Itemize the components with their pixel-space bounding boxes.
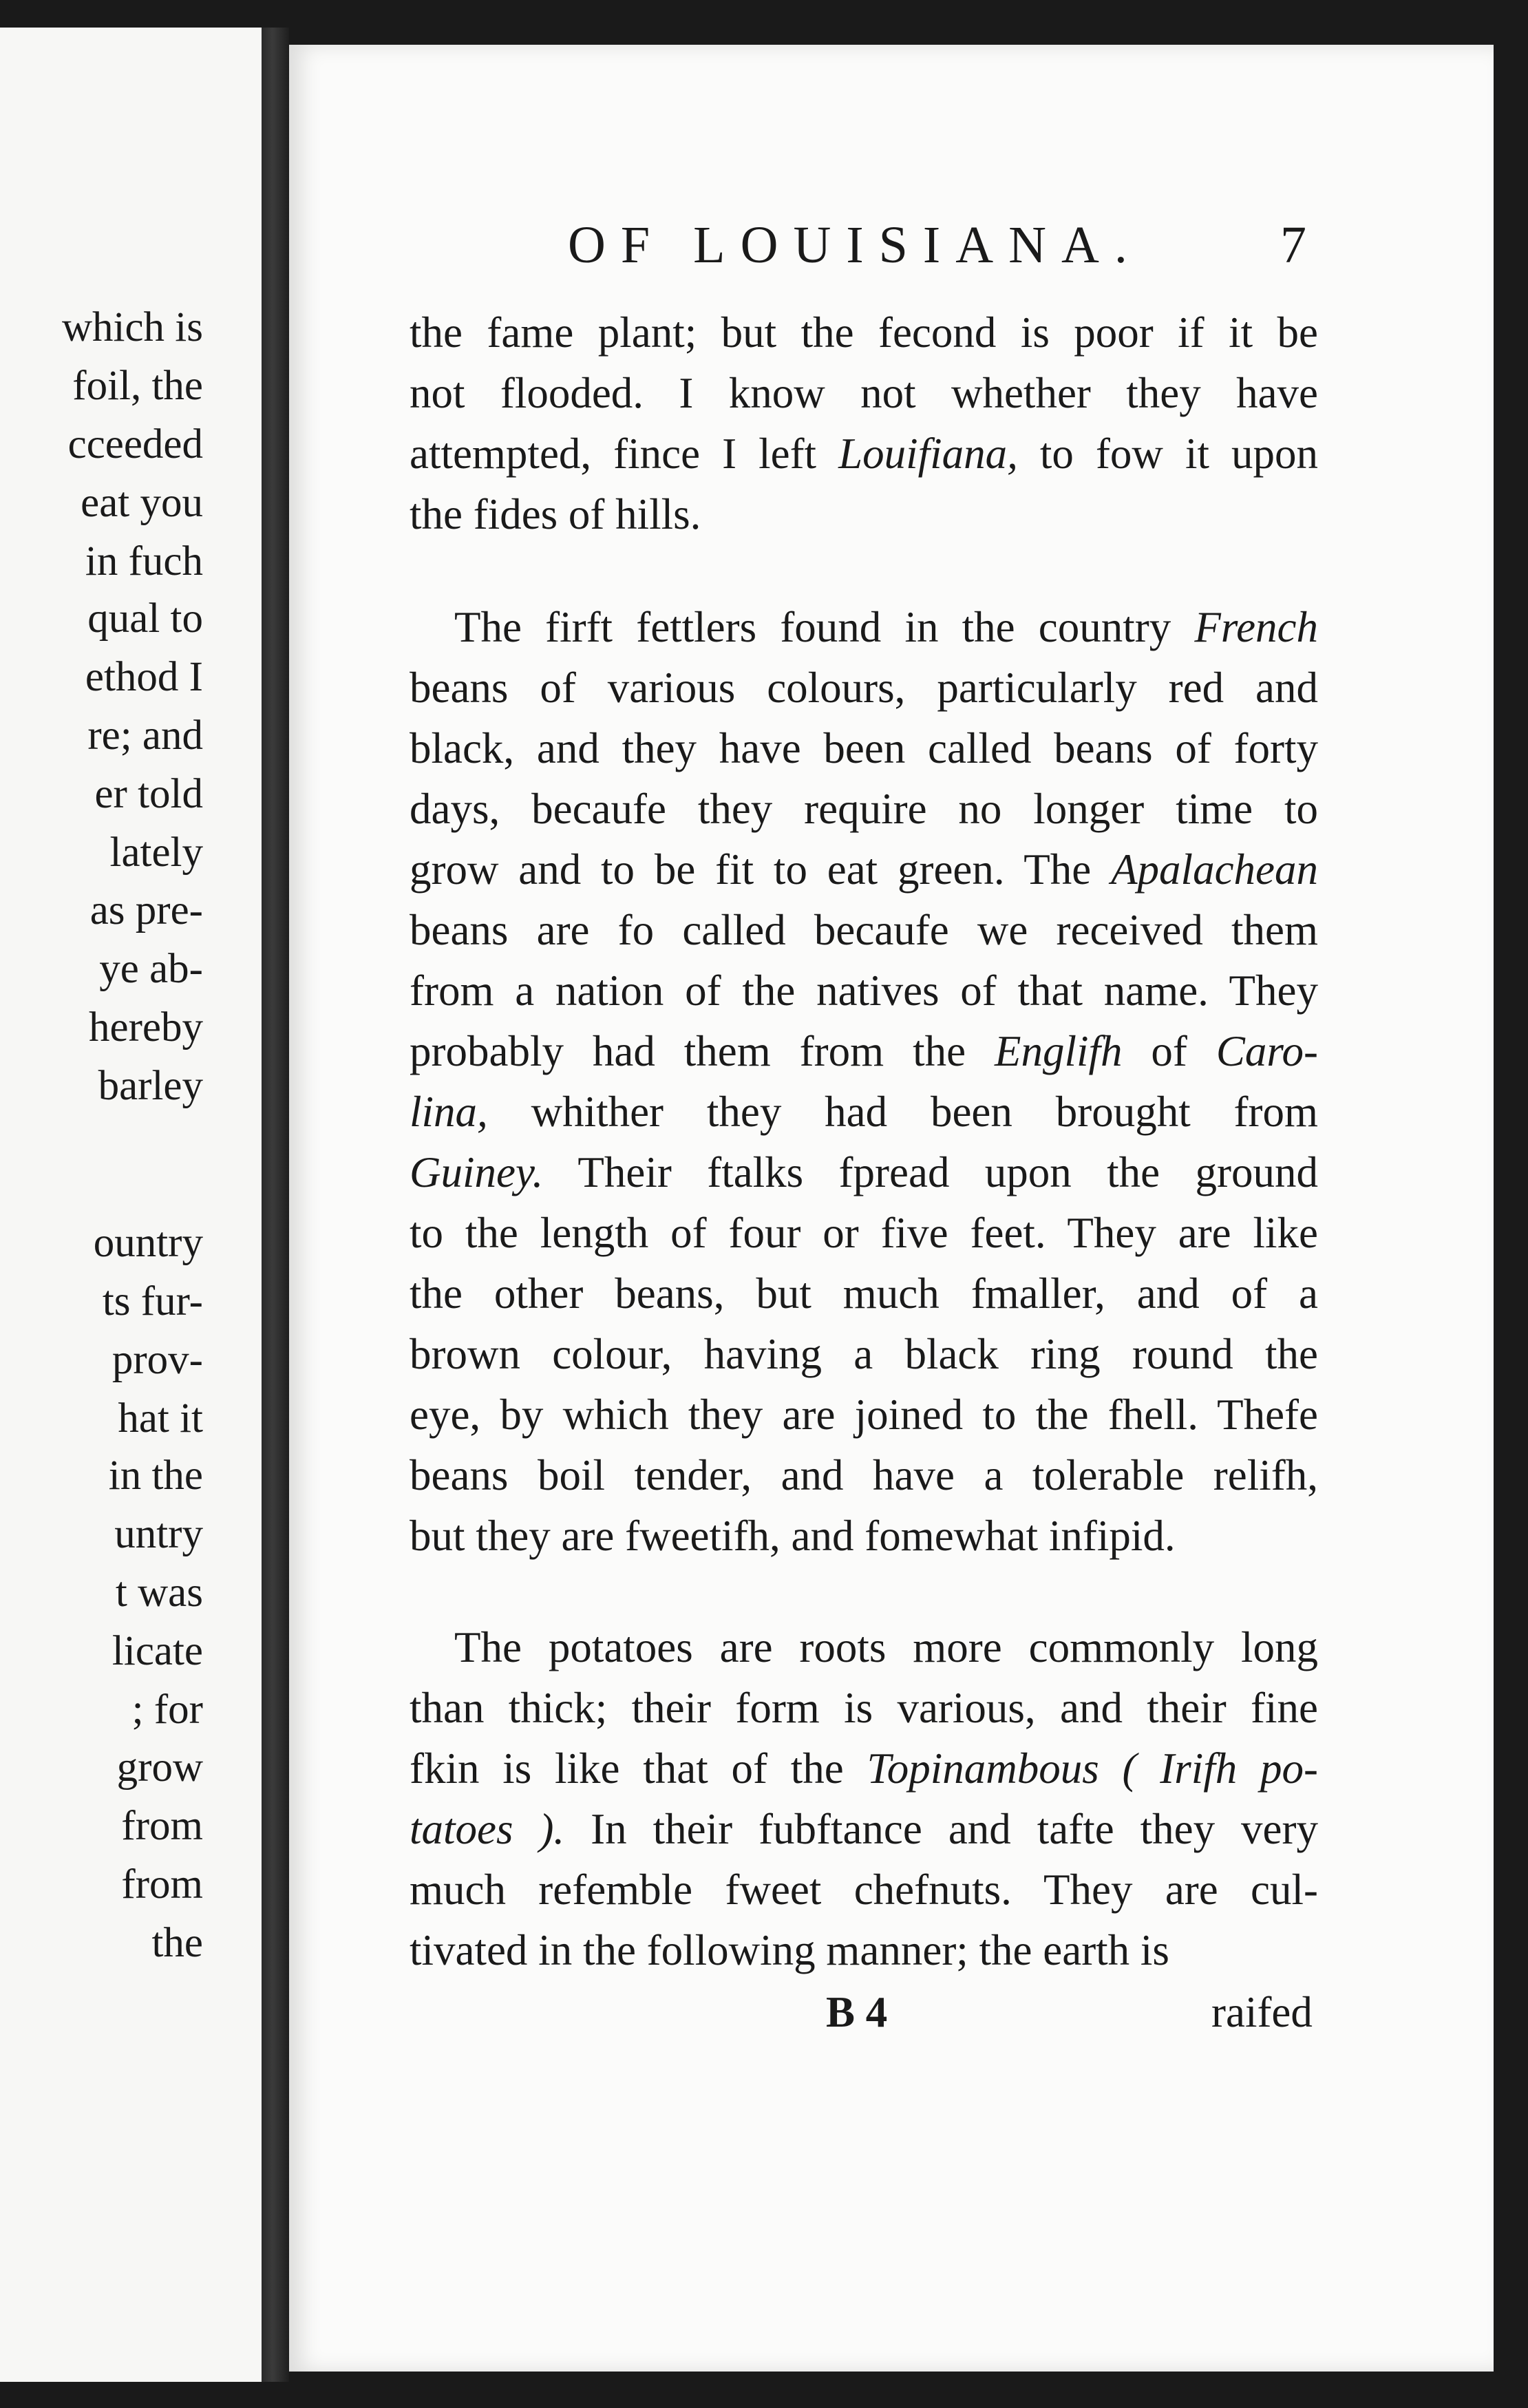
left-page-line: licate [112,1628,203,1674]
left-page-line: as pre- [89,887,203,933]
left-page-line: in fuch [85,538,203,584]
running-title: OF LOUISIANA. [568,216,1143,274]
text-line: Guiney. Their ftalks fpread upon the ground [410,1148,1318,1196]
left-page-line: ts fur- [102,1278,203,1324]
left-page-line: hat it [118,1395,203,1441]
left-page-line: from [121,1861,203,1908]
text-line: attempted, fince I left Louifiana, to fow it upon [410,430,1318,478]
italic-text: Apalachean [1111,845,1318,894]
left-page-line: untry [114,1511,203,1557]
text-line: brown colour, having a black ring round the [410,1330,1318,1378]
left-page-line: from [121,1803,203,1849]
left-page-line: hereby [89,1004,203,1050]
left-page-line: cceeded [67,421,203,467]
catchword: raifed [1211,1988,1313,2036]
text-line: much refemble fweet chefnuts. They are cul- [410,1866,1318,1914]
italic-text: French [1194,603,1318,651]
left-page-line: ye ab- [99,946,203,992]
left-page-line: eat you [81,480,203,526]
italic-text: Guiney. [410,1148,544,1196]
left-page-line: the [151,1920,203,1966]
book-gutter [262,28,289,2382]
italic-text: Topinambous ( Irifh po- [867,1744,1319,1793]
text-line: than thick; their form is various, and their fine [410,1684,1318,1732]
text-line: grow and to be fit to eat green. The Apalachean [410,845,1318,894]
text-line: tatoes ). In their fubftance and tafte they very [410,1805,1319,1853]
text-line: eye, by which they are joined to the fhell. Thefe [410,1391,1318,1439]
left-page-line: ethod I [85,654,203,700]
left-page-line: prov- [112,1337,203,1383]
text-line: not flooded. I know not whether they have [410,369,1318,417]
text-line: beans of various colours, particularly red and [410,664,1318,712]
text-line: black, and they have been called beans of forty [410,724,1318,772]
left-page-line: qual to [87,595,203,642]
left-page-line: lately [109,830,203,876]
left-page-line: foil, the [72,363,203,409]
text-line: days, becaufe they require no longer time to [410,785,1318,833]
text-line: to the length of four or five feet. They are like [410,1209,1318,1257]
text-line: probably had them from the Englifh of Caro- [410,1027,1318,1075]
left-page-line: which is [61,304,203,350]
text-line: beans boil tender, and have a tolerable relifh, [410,1451,1318,1499]
text-line: lina, whither they had been brought from [410,1088,1318,1136]
left-page-line: t was [115,1570,203,1616]
left-page-line: ountry [93,1220,203,1266]
italic-text: Englifh [994,1027,1123,1075]
left-page-line: er told [94,771,203,817]
text-line: the fides of hills. [410,490,701,538]
text-line: from a nation of the natives of that name. They [410,967,1318,1015]
left-page-line: grow [116,1744,203,1791]
text-line: tivated in the following manner; the earth is [410,1926,1169,1974]
italic-text: lina, [410,1088,488,1136]
left-page-line: in the [108,1453,203,1499]
text-line: the fame plant; but the fecond is poor if it be [410,308,1318,357]
left-page-line: ; for [131,1687,203,1733]
text-line: The potatoes are roots more commonly long [454,1623,1318,1671]
text-line: beans are fo called becaufe we received them [410,906,1318,954]
signature-mark: B 4 [826,1988,888,2036]
italic-text: Louifiana, [838,430,1018,478]
text-line: but they are fweetifh, and fomewhat infipid. [410,1512,1176,1560]
text-line: The firft fettlers found in the country French [454,603,1318,651]
text-line: fkin is like that of the Topinambous ( Irifh po- [410,1744,1319,1793]
italic-text: tatoes ). [410,1805,565,1853]
left-page-line: barley [98,1063,203,1109]
italic-text: Caro- [1216,1027,1318,1075]
page-number: 7 [1280,216,1306,274]
left-facing-page [0,28,268,2382]
text-line: the other beans, but much fmaller, and of a [410,1269,1318,1318]
left-page-line: re; and [87,712,203,759]
